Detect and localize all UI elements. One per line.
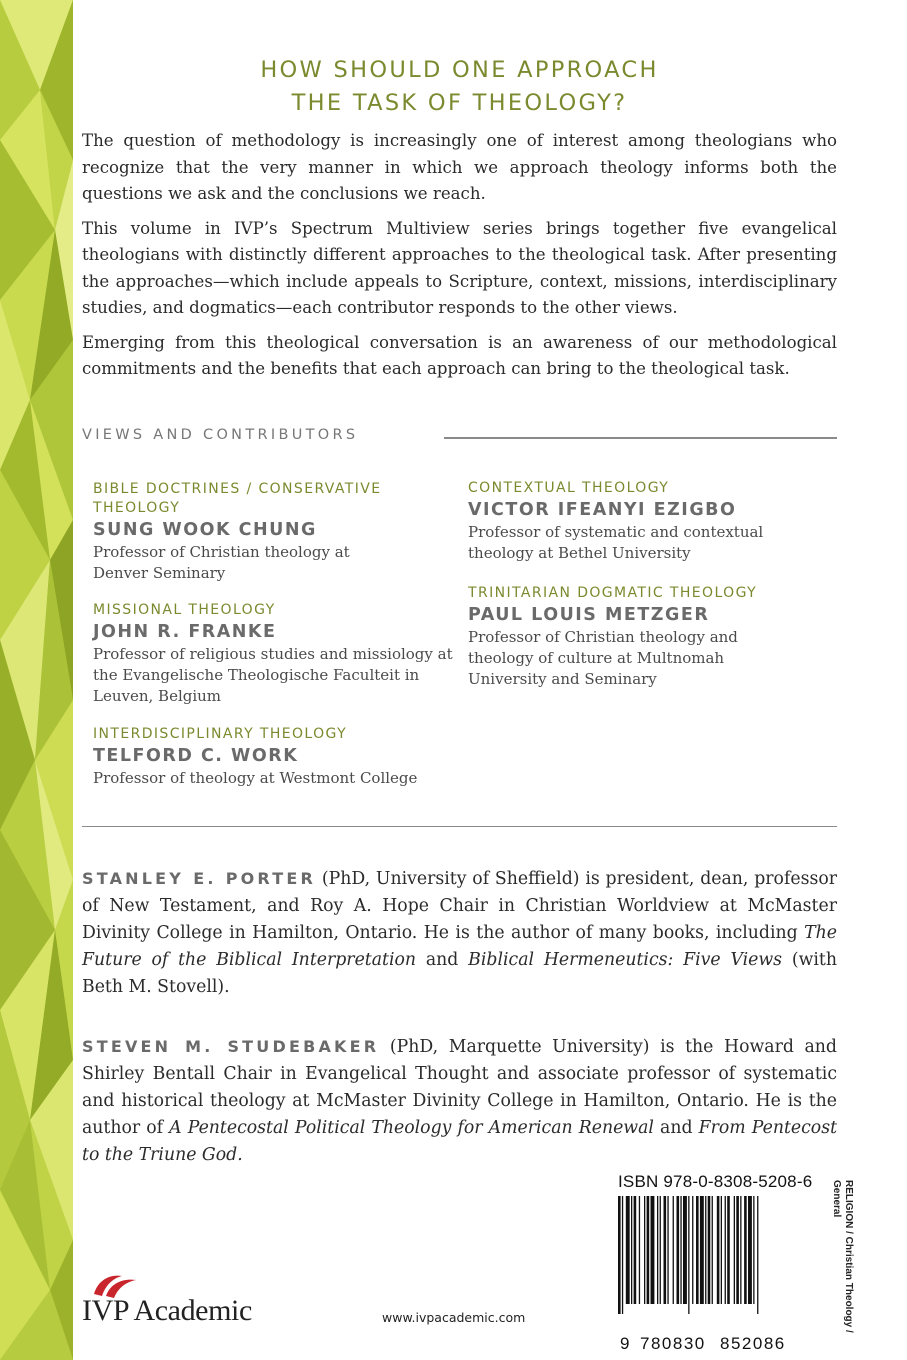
editor-bio-text: (PhD, University of Sheffield) is president, dean, professor of New Testament, and Roy A. Hope Chair in Christian Worldview at McMaster Divinity College in Hamilton, Ontario. He is the author of many books, including bbox=[82, 869, 837, 943]
contributor-name: SUNG WOOK CHUNG bbox=[93, 520, 317, 540]
ivp-academic-logo bbox=[82, 1270, 302, 1334]
barcode-bar bbox=[748, 1196, 752, 1304]
barcode-bar bbox=[696, 1196, 699, 1304]
editor-bio bbox=[82, 865, 837, 1001]
barcode-bar bbox=[673, 1196, 674, 1304]
editor-bio bbox=[82, 1033, 837, 1169]
barcode-bar bbox=[660, 1196, 661, 1304]
views-header bbox=[82, 424, 837, 448]
barcode-bar bbox=[753, 1196, 754, 1304]
contributor-name: PAUL LOUIS METZGER bbox=[468, 605, 710, 625]
logo-text: IVP Academic bbox=[82, 1294, 252, 1327]
editor-bio-text: and bbox=[653, 1118, 699, 1138]
bisac-category bbox=[826, 1180, 866, 1360]
contributor-name: JOHN R. FRANKE bbox=[93, 622, 277, 642]
barcode-bar bbox=[734, 1196, 735, 1304]
book-title: From Pentecost to the Triune God. bbox=[82, 1118, 838, 1165]
barcode-bar bbox=[683, 1196, 687, 1304]
barcode-bar bbox=[644, 1196, 645, 1304]
barcode-bar bbox=[618, 1196, 621, 1314]
contributor-name: VICTOR IFEANYI EZIGBO bbox=[468, 500, 737, 520]
barcode-bar bbox=[708, 1196, 711, 1304]
editor-bio-text: and bbox=[416, 950, 469, 970]
barcode-bar bbox=[639, 1196, 640, 1304]
barcode-bar bbox=[677, 1196, 680, 1304]
contributor-category: INTERDISCIPLINARY THEOLOGY bbox=[93, 726, 348, 742]
decorative-stripe bbox=[0, 0, 73, 1360]
barcode-bar bbox=[740, 1196, 741, 1304]
barcode-bar bbox=[705, 1196, 706, 1304]
heading-line-1: HOW SHOULD ONE APPROACH bbox=[260, 57, 659, 83]
category-line-1: RELIGION / Christian Theology / bbox=[843, 1180, 854, 1333]
editor-name: STEVEN M. STUDEBAKER bbox=[82, 1037, 380, 1056]
barcode-bar bbox=[700, 1196, 704, 1304]
intro-paragraph-1: The question of methodology is increasingly one of interest among theologians who recognize that the very manner in which we approach theology informs both the questions we ask and the conclusions we reach. bbox=[82, 131, 837, 203]
barcode-bar bbox=[651, 1196, 655, 1304]
intro-paragraph-2: This volume in IVP’s Spectrum Multiview series brings together five evangelical theologians with distinctly different approaches to the theological task. After presenting the approaches—which include appeals to Scripture, context, missions, interdisciplinary studies, and dogmatics—each contributor responds to the other views. bbox=[82, 218, 837, 317]
contributor-description: Professor of Christian theology and theology of culture at Multnomah University and Seminary bbox=[468, 628, 738, 688]
contributor-category: BIBLE DOCTRINES / CONSERVATIVE THEOLOGY bbox=[93, 481, 382, 516]
views-rule bbox=[444, 437, 837, 439]
barcode-bar bbox=[717, 1196, 720, 1304]
contributor-description: Professor of religious studies and missiology at the Evangelische Theologische Faculteit in Leuven, Belgium bbox=[93, 645, 453, 705]
contributor-name: TELFORD C. WORK bbox=[93, 746, 299, 766]
publisher-url: www.ivpacademic.com bbox=[382, 1310, 526, 1325]
barcode-bar bbox=[727, 1196, 730, 1304]
editor-bio-text: (PhD, Marquette University) is the Howard and Shirley Bentall Chair in Evangelical Thought and associate professor of systematic and historical theology at McMaster Divinity College in Hamilton, Ontario. He is the author of bbox=[82, 1037, 837, 1138]
barcode-bar bbox=[634, 1196, 637, 1304]
book-title: Biblical Hermeneutics: Five Views bbox=[468, 950, 783, 970]
barcode-bar bbox=[647, 1196, 650, 1304]
contributor-item bbox=[468, 584, 837, 690]
contributor-category: MISSIONAL THEOLOGY bbox=[93, 602, 276, 618]
contributor-item bbox=[468, 479, 837, 564]
barcode-bar bbox=[744, 1196, 747, 1304]
contributor-category: CONTEXTUAL THEOLOGY bbox=[468, 480, 670, 496]
barcode-bar bbox=[692, 1196, 693, 1304]
barcode-bar bbox=[657, 1196, 658, 1304]
barcode-bar bbox=[667, 1196, 668, 1304]
barcode-digit-first: 9 bbox=[620, 1334, 630, 1353]
category-line-2: General bbox=[831, 1180, 842, 1218]
barcode-bar bbox=[736, 1196, 739, 1304]
barcode-bar bbox=[721, 1196, 722, 1304]
views-label: VIEWS AND CONTRIBUTORS bbox=[82, 427, 359, 443]
contributor-description: Professor of Christian theology at Denver Seminary bbox=[93, 543, 350, 582]
editor-bio-text: (with Beth M. Stovell). bbox=[82, 950, 837, 997]
editor-name: STANLEY E. PORTER bbox=[82, 869, 316, 888]
section-divider bbox=[82, 826, 837, 827]
page-heading bbox=[82, 54, 837, 120]
barcode-bar bbox=[664, 1196, 667, 1304]
contributor-item bbox=[93, 601, 463, 707]
contributor-category: TRINITARIAN DOGMATIC THEOLOGY bbox=[468, 585, 758, 601]
contributor-description: Professor of systematic and contextual theology at Bethel University bbox=[468, 523, 764, 562]
barcode-bar bbox=[631, 1196, 632, 1304]
contributor-description: Professor of theology at Westmont College bbox=[93, 769, 418, 787]
barcode-bar bbox=[712, 1196, 713, 1304]
barcode-bar bbox=[688, 1196, 689, 1314]
barcode-bar bbox=[757, 1196, 758, 1314]
barcode-digits-group-2: 852086 bbox=[720, 1334, 786, 1353]
heading-line-2: THE TASK OF THEOLOGY? bbox=[291, 90, 628, 116]
intro-paragraph-3: Emerging from this theological conversation is an awareness of our methodological commitments and the benefits that each approach can bring to the theological task. bbox=[82, 332, 837, 378]
intro-text bbox=[82, 128, 837, 391]
isbn-label: ISBN 978-0-8308-5208-6 bbox=[618, 1172, 813, 1191]
barcode-bar bbox=[680, 1196, 681, 1304]
barcode bbox=[612, 1196, 812, 1314]
barcode-bar bbox=[725, 1196, 726, 1304]
contributor-item bbox=[93, 725, 463, 789]
barcode-digits-group-1: 780830 bbox=[640, 1334, 706, 1353]
contributor-item bbox=[93, 480, 443, 584]
book-title: A Pentecostal Political Theology for American Renewal bbox=[169, 1118, 654, 1138]
book-title: The Future of the Biblical Interpretation bbox=[82, 923, 837, 970]
barcode-bar bbox=[622, 1196, 623, 1314]
barcode-bar bbox=[626, 1196, 630, 1304]
